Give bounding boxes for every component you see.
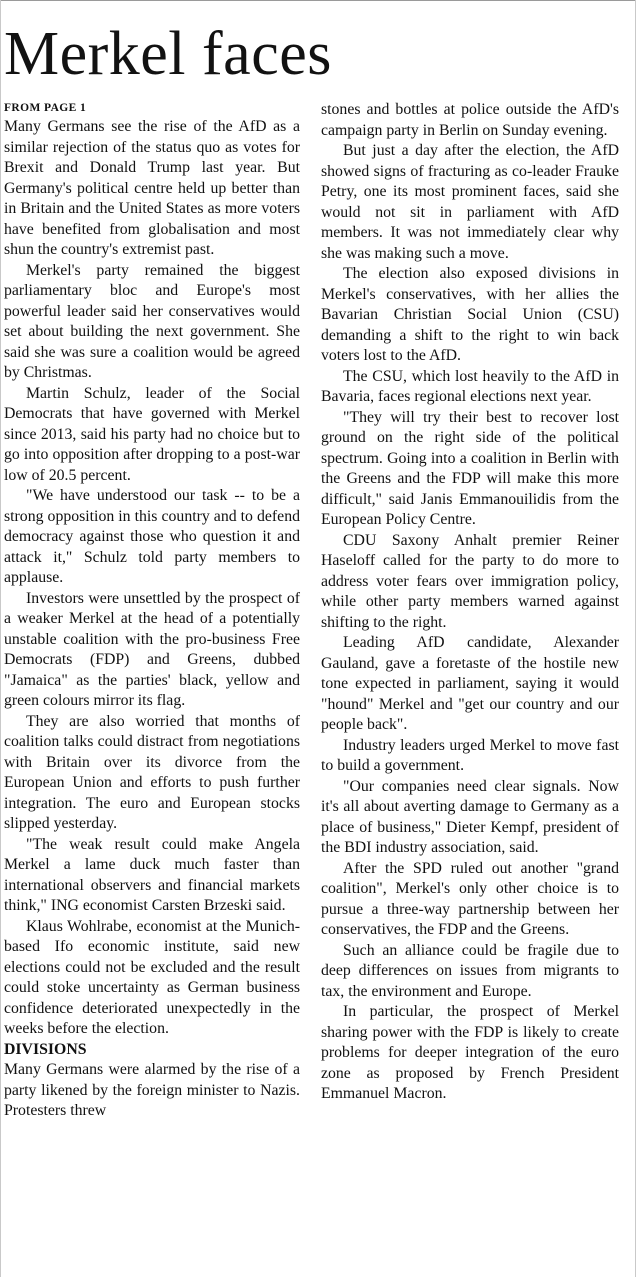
paragraph: "The weak result could make Angela Merkel a lame duck much faster than international observers and financial markets think," ING economist Carsten Brzeski said. — [4, 835, 300, 914]
paragraph: The election also exposed divisions in Merkel's conservatives, with her allies the Bavarian Christian Social Union (CSU) demanding a shift to the right to win back voters lost to the AfD. — [321, 265, 619, 364]
left-column — [4, 100, 300, 1122]
paragraph: Investors were unsettled by the prospect of a weaker Merkel at the head of a potentially unstable coalition with the pro-business Free Democrats (FDP) and Greens, dubbed "Jamaica" as the parties' black, yellow and green colours mirror its flag. — [4, 589, 300, 709]
paragraph: Industry leaders urged Merkel to move fast to build a government. — [321, 736, 619, 774]
paragraph: "We have understood our task -- to be a strong opposition in this country and to defend democracy against those who question it and attack it," Schulz told party members to applause. — [4, 487, 300, 586]
kicker-from-page-1: FROM PAGE 1 — [4, 102, 87, 114]
paragraph: Klaus Wohlrabe, economist at the Munich-based Ifo economic institute, said new elections could not be excluded and the result could stoke uncertainty as German business confidence deteriorated unexpectedly in the weeks before the election. — [4, 917, 300, 1037]
top-rule — [0, 0, 636, 1]
paragraph: They are also worried that months of coalition talks could distract from negotiations with Britain over its divorce from the European Union and efforts to push further integration. The euro and European stocks slipped yesterday. — [4, 712, 300, 832]
paragraph: But just a day after the election, the AfD showed signs of fracturing as co-leader Frauke Petry, one its most prominent faces, said she would not sit in parliament with AfD members. It was not immediately clear why she was making such a move. — [321, 142, 619, 262]
paragraph: "Our companies need clear signals. Now it's all about averting damage to Germany as a place of business," Dieter Kempf, president of the BDI industry association, said. — [321, 777, 619, 856]
paragraph: Merkel's party remained the biggest parliamentary bloc and Europe's most powerful leader said her conservatives would set about building the next government. She said she was sure a coalition would be agreed by Christmas. — [4, 261, 300, 381]
right-column — [321, 100, 619, 1105]
paragraph: Martin Schulz, leader of the Social Democrats that have governed with Merkel since 2013, said his party had no choice but to go into opposition after dropping to a post-war low of 20.5 percent. — [4, 384, 300, 484]
subhead-divisions: DIVISIONS — [4, 1040, 87, 1058]
paragraph: Leading AfD candidate, Alexander Gauland, gave a foretaste of the hostile new tone expected in parliament, saying it would "hound" Merkel and "get our country and our people back". — [321, 634, 619, 733]
paragraph: "They will try their best to recover lost ground on the right side of the political spectrum. Going into a coalition in Berlin with the Greens and the FDP will make this more difficult," said Janis Emmanouilidis from the European Policy Centre. — [321, 408, 619, 528]
paragraph: Many Germans see the rise of the AfD as a similar rejection of the status quo as votes for Brexit and Donald Trump last year. But Germany's political centre held up better than in Britain and the United States as more voters have benefited from globalisation and most shun the country's extremist past. — [4, 118, 300, 258]
paragraph: After the SPD ruled out another "grand coalition", Merkel's only other choice is to pursue a three-way partnership between her conservatives, the FDP and the Greens. — [321, 859, 619, 938]
paragraph: In particular, the prospect of Merkel sharing power with the FDP is likely to create problems for deeper integration of the euro zone as proposed by French President Emmanuel Macron. — [321, 1003, 619, 1102]
paragraph: Many Germans were alarmed by the rise of a party likened by the foreign minister to Nazis. Protesters threw — [4, 1061, 300, 1119]
paragraph: Such an alliance could be fragile due to deep differences on issues from migrants to tax, the environment and Europe. — [321, 941, 619, 1000]
headline: Merkel faces — [4, 20, 332, 88]
left-edge — [0, 0, 1, 1277]
paragraph: The CSU, which lost heavily to the AfD in Bavaria, faces regional elections next year. — [321, 367, 619, 405]
paragraph: CDU Saxony Anhalt premier Reiner Haseloff called for the party to do more to address voter fears over immigration policy, while other party members warned against shifting to the right. — [321, 531, 619, 631]
paragraph-continuation: stones and bottles at police outside the AfD's campaign party in Berlin on Sunday evening. — [321, 101, 619, 139]
